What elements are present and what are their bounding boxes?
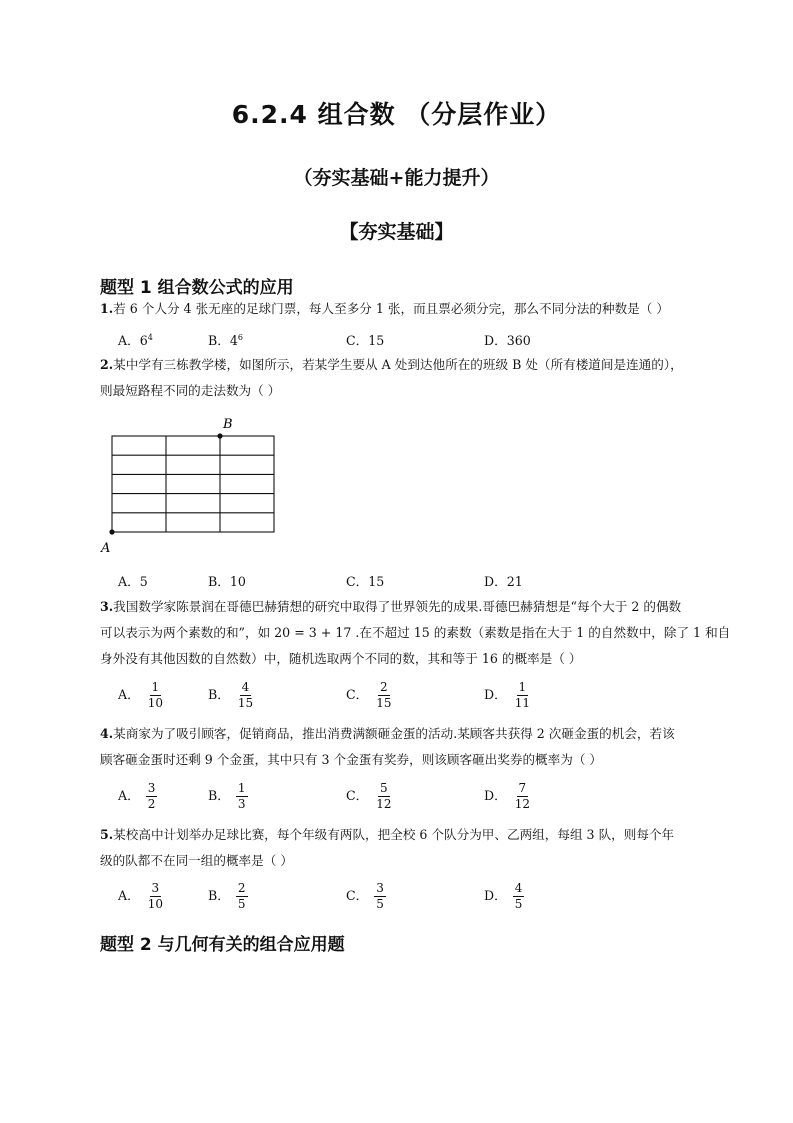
q1-option-a xyxy=(118,330,153,349)
fraction xyxy=(146,781,158,812)
question-2-line-2: 则最短路程不同的走法数为（ ） xyxy=(100,383,281,398)
numerator: 7 xyxy=(518,781,527,795)
option-label: C． xyxy=(346,788,369,803)
question-number: 5. xyxy=(100,827,114,842)
numerator: 5 xyxy=(380,781,388,795)
q5-option-b xyxy=(208,881,248,912)
q3-option-b xyxy=(208,680,255,711)
denominator: 3 xyxy=(237,797,246,811)
numerator: 3 xyxy=(376,881,384,895)
denominator: 5 xyxy=(237,897,246,911)
point-a-label: A xyxy=(101,541,111,556)
fraction xyxy=(146,680,165,711)
fraction xyxy=(236,680,255,711)
option-label: B． xyxy=(208,333,230,348)
q2-option-a: A．5 xyxy=(118,574,148,589)
q4-option-a xyxy=(118,781,157,812)
fraction xyxy=(374,881,386,912)
section-heading-1: 题型 1 组合数公式的应用 xyxy=(100,278,294,298)
fraction xyxy=(374,680,393,711)
page-subtitle: （夯实基础+能力提升） xyxy=(293,167,500,189)
denominator: 15 xyxy=(237,696,254,710)
denominator: 5 xyxy=(376,897,384,911)
level-heading: 【夯实基础】 xyxy=(339,221,454,243)
q5-option-d xyxy=(484,881,524,912)
q4-option-d xyxy=(484,781,532,812)
fraction xyxy=(374,781,393,812)
option-label: B． xyxy=(208,687,230,702)
option-label: D． xyxy=(484,788,507,803)
option-label: C． xyxy=(346,888,369,903)
question-number: 2. xyxy=(100,357,114,372)
question-number: 1. xyxy=(100,301,114,316)
fraction xyxy=(513,781,532,812)
option-base: 4 xyxy=(229,333,238,348)
numerator: 2 xyxy=(237,881,246,895)
building-grid-figure xyxy=(98,412,283,557)
fraction xyxy=(146,881,165,912)
numerator: 4 xyxy=(241,680,250,694)
numerator: 1 xyxy=(518,680,527,694)
option-label: D． xyxy=(484,888,507,903)
q3-option-c xyxy=(346,680,394,711)
option-label: A． xyxy=(118,788,140,803)
q4-option-b xyxy=(208,781,248,812)
question-4-line-2: 顾客砸金蛋时还剩 9 个金蛋，其中只有 3 个金蛋有奖券，则该顾客砸出奖券的概率为（ ） xyxy=(100,752,603,767)
q4-option-c xyxy=(346,781,394,812)
question-number: 3. xyxy=(100,599,114,614)
fraction xyxy=(236,781,248,812)
numerator: 1 xyxy=(151,680,160,694)
option-label: C． xyxy=(346,687,369,702)
denominator: 12 xyxy=(376,797,392,811)
denominator: 11 xyxy=(514,696,530,710)
q2-option-c: C．15 xyxy=(346,574,385,589)
question-text: 某校高中计划举办足球比赛，每个年级有两队，把全校 6 个队分为甲、乙两组，每组 3 队，则每个年 xyxy=(113,827,675,842)
question-3-line-3: 身外没有其他因数的自然数）中，随机选取两个不同的数，其和等于 16 的概率是（ ） xyxy=(100,651,582,666)
point-a-dot xyxy=(109,529,114,534)
question-number: 4. xyxy=(100,726,114,741)
question-5-line-1 xyxy=(100,822,674,848)
denominator: 15 xyxy=(376,696,392,710)
q2-option-d: D．21 xyxy=(484,574,523,589)
question-5-line-2: 级的队都不在同一组的概率是（ ） xyxy=(100,853,293,868)
numerator: 2 xyxy=(380,680,388,694)
option-label: D． xyxy=(484,687,507,702)
fraction xyxy=(513,680,532,711)
option-label: B． xyxy=(208,888,230,903)
option-exponent: 6 xyxy=(237,332,243,342)
question-2-line-1 xyxy=(100,352,683,378)
page-title: 6.2.4 组合数 （分层作业） xyxy=(231,100,562,129)
option-label: A． xyxy=(118,333,140,348)
option-base: 6 xyxy=(139,333,148,348)
point-b-dot xyxy=(217,433,222,438)
question-1 xyxy=(100,296,669,322)
q1-option-b xyxy=(208,330,243,349)
option-label: A． xyxy=(118,687,140,702)
point-b-label: B xyxy=(223,417,233,432)
denominator: 10 xyxy=(147,897,163,911)
option-label: B． xyxy=(208,788,230,803)
numerator: 3 xyxy=(151,881,160,895)
numerator: 1 xyxy=(237,781,246,795)
denominator: 5 xyxy=(514,897,523,911)
fraction xyxy=(236,881,248,912)
denominator: 10 xyxy=(147,696,163,710)
q1-option-d: D．360 xyxy=(484,333,531,348)
question-text: 若 6 个人分 4 张无座的足球门票，每人至多分 1 张，而且票必须分完，那么不同分法的种数是（ ） xyxy=(113,301,669,316)
question-3-line-2: 可以表示为两个素数的和”，如 20 = 3 + 17 .在不超过 15 的素数（素数是指在大于 1 的自然数中，除了 1 和自 xyxy=(100,625,731,640)
numerator: 4 xyxy=(514,881,523,895)
q3-option-a xyxy=(118,680,165,711)
question-3-line-1 xyxy=(100,594,681,620)
question-text: 我国数学家陈景润在哥德巴赫猜想的研究中取得了世界领先的成果.哥德巴赫猜想是“每个大于 2 的偶数 xyxy=(113,599,682,614)
numerator: 3 xyxy=(147,781,156,795)
q5-option-a xyxy=(118,881,165,912)
denominator: 12 xyxy=(514,797,530,811)
question-text: 某中学有三栋教学楼，如图所示，若某学生要从 A 处到达他所在的班级 B 处（所有楼道间是连通的）， xyxy=(113,357,683,372)
grid-outline xyxy=(112,436,274,532)
q1-option-c: C．15 xyxy=(346,333,385,348)
fraction xyxy=(513,881,525,912)
q2-option-b: B．10 xyxy=(208,574,246,589)
q5-option-c xyxy=(346,881,386,912)
q3-option-d xyxy=(484,680,532,711)
section-heading-2: 题型 2 与几何有关的组合应用题 xyxy=(100,935,345,955)
option-exponent: 4 xyxy=(147,332,153,342)
question-4-line-1 xyxy=(100,721,675,747)
denominator: 2 xyxy=(147,797,156,811)
question-text: 某商家为了吸引顾客，促销商品，推出消费满额砸金蛋的活动.某顾客共获得 2 次砸金蛋的机会，若该 xyxy=(113,726,675,741)
option-label: A． xyxy=(118,888,140,903)
